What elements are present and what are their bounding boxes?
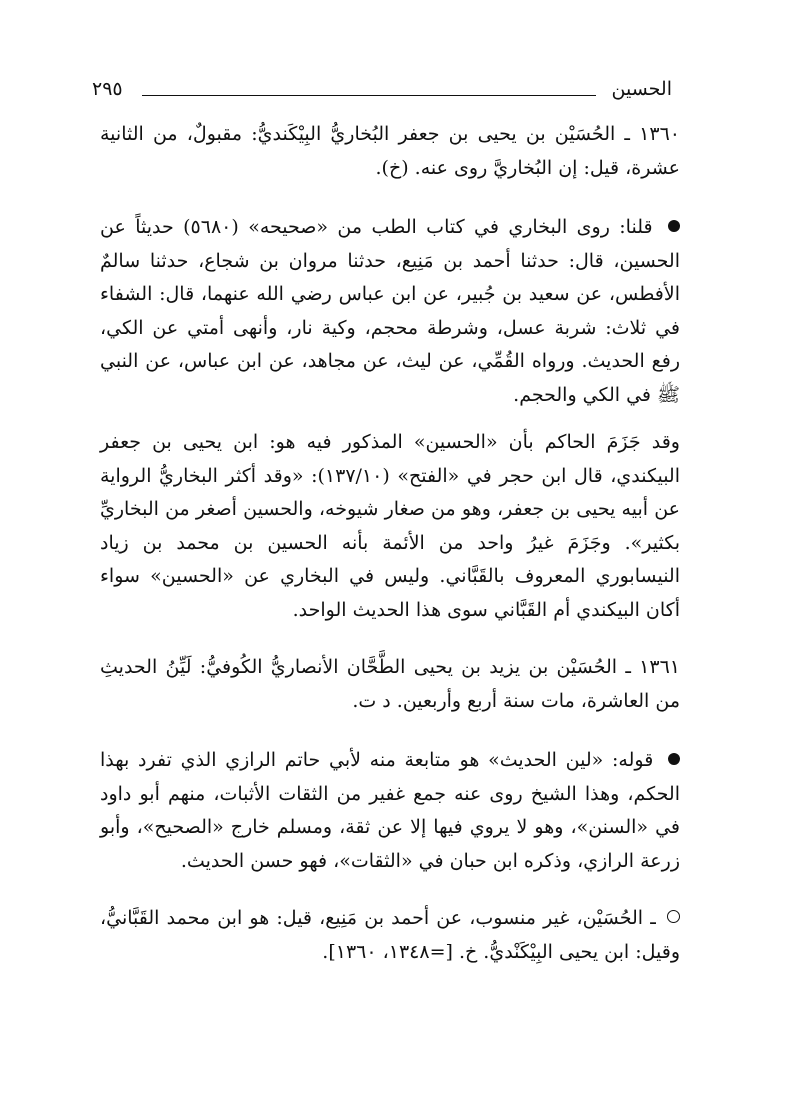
note-1360	[100, 211, 680, 412]
entry-1360-text: ١٣٦٠ ـ الحُسَيْن بن يحيى بن جعفر البُخاريُّ البِيْكَنديُّ: مقبولٌ، من الثانية عشرة، قيل: إن البُخاريَّ روى عنه. (خ).	[100, 123, 680, 179]
page-number: ٢٩٥	[92, 78, 123, 100]
entry-1361-text: ١٣٦١ ـ الحُسَيْن بن يزيد بن يحيى الطَّحَّان الأنصاريُّ الكُوفيُّ: لَيِّنُ الحديثِ من العاشرة، مات سنة أربع وأربعين. د ت.	[100, 656, 680, 712]
page-body	[100, 118, 680, 995]
entry-unattributed	[100, 902, 680, 969]
note-1361-text: قوله: «لين الحديث» هو متابعة منه لأبي حاتم الرازي الذي تفرد بهذا الحكم، وهذا الشيخ روى عنه جمع غفير من الثقات الأثبات، منهم أبو داود في «السنن»، وهو لا يروي فيها إلا عن ثقة، ومسلم خارج «الصحيح»، وأبو زرعة الرازي، وذكره ابن حبان في «الثقات»، فهو حسن الحديث.	[100, 749, 680, 872]
paragraph-hakim-text: وقد جَزَمَ الحاكم بأن «الحسين» المذكور فيه هو: ابن يحيى بن جعفر البيكندي، قال ابن حجر في «الفتح» (١٣٧/١٠): «وقد أكثر البخاريُّ الرواية عن أبيه يحيى بن جعفر، وهو من صغار شيوخه، والحسين أصغر من البخاريِّ بكثير». وجَزَمَ غيرُ واحد من الأئمة بأنه الحسين بن محمد بن زياد النيسابوري المعروف بالقَبَّاني. وليس في البخاري عن «الحسين» سواء أكان البيكندي أم القَبَّاني سوى هذا الحديث الواحد.	[100, 431, 680, 621]
hollow-circle-icon	[667, 910, 680, 923]
bullet-icon	[668, 753, 680, 765]
paragraph-hakim	[100, 426, 680, 627]
entry-1361	[100, 651, 680, 718]
header-rule	[142, 95, 596, 96]
bullet-icon	[668, 220, 680, 232]
note-1361	[100, 744, 680, 878]
running-header	[92, 78, 672, 102]
entry-unattributed-text: ـ الحُسَيْن، غير منسوب، عن أحمد بن مَنِيع، قيل: هو ابن محمد القَبَّانيُّ، وقيل: ابن يحيى البِيْكَنْديُّ. خ. [=١٣٤٨، ١٣٦٠].	[100, 907, 680, 963]
entry-1360	[100, 118, 680, 185]
header-title: الحسين	[611, 78, 672, 100]
note-1360-text: قلنا: روى البخاري في كتاب الطب من «صحيحه» (٥٦٨٠) حديثاً عن الحسين، قال: حدثنا أحمد بن مَنِيع، حدثنا مروان بن شجاع، حدثنا سالمٌ الأفطس، عن سعيد بن جُبير، عن ابن عباس رضي الله عنهما، قال: الشفاء في ثلاث: شربة عسل، وشرطة محجم، وكية نار، وأنهى أمتي عن الكي، رفع الحديث. ورواه القُمِّي، عن ليث، عن مجاهد، عن ابن عباس، عن النبي ﷺ في الكي والحجم.	[100, 216, 680, 406]
